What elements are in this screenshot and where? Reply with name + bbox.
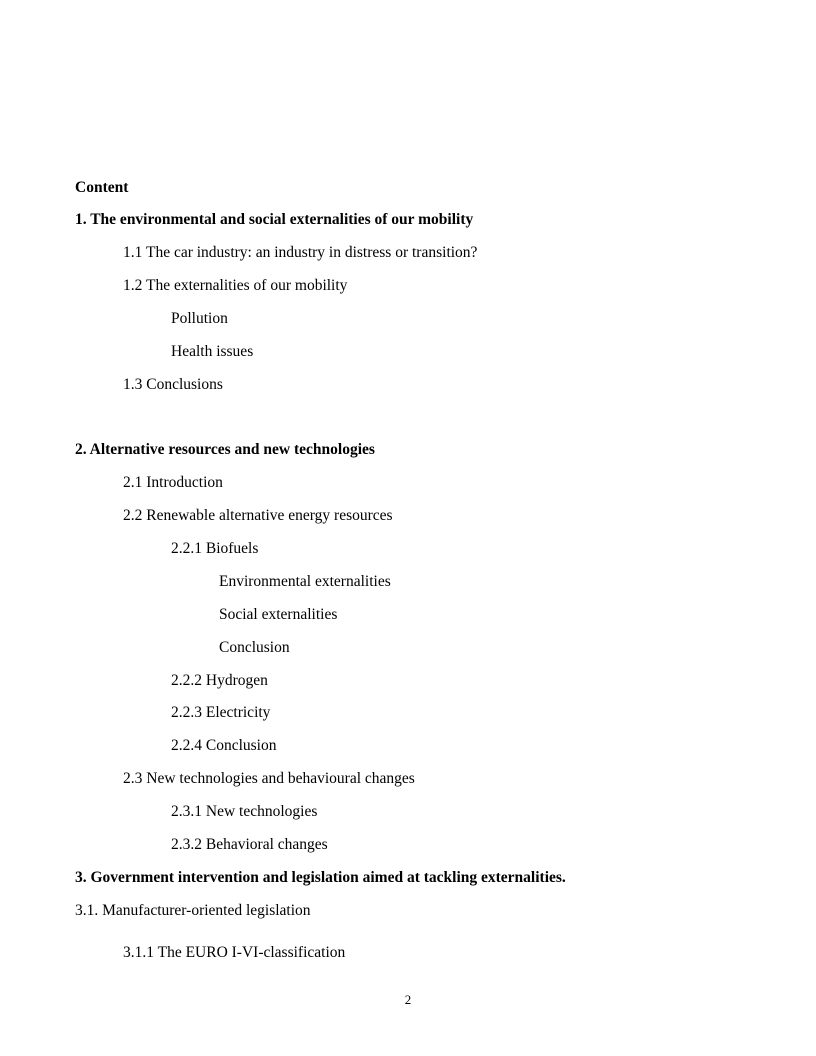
toc-chapter: 1. The environmental and social externalities of our mobility	[75, 211, 474, 228]
toc-heading: Content	[75, 179, 129, 196]
toc-subsection: 2.2.4 Conclusion	[171, 737, 277, 754]
toc-chapter: 2. Alternative resources and new technologies	[75, 441, 375, 458]
toc-section: 3.1. Manufacturer-oriented legislation	[75, 902, 311, 919]
toc-section: 1.3 Conclusions	[123, 376, 223, 393]
toc-subsubsection: Environmental externalities	[219, 573, 391, 590]
toc-subsubsection: Social externalities	[219, 606, 338, 623]
toc-subsection: 2.3.1 New technologies	[171, 803, 318, 820]
toc-subsection: 2.2.2 Hydrogen	[171, 672, 268, 689]
toc-section: 1.1 The car industry: an industry in distress or transition?	[123, 244, 478, 261]
toc-subsubsection: Conclusion	[219, 639, 290, 656]
toc-subsection: 2.3.2 Behavioral changes	[171, 836, 328, 853]
toc-subsection: 3.1.1 The EURO I-VI-classification	[123, 944, 346, 961]
toc-section: 2.1 Introduction	[123, 474, 223, 491]
toc-section: 2.3 New technologies and behavioural changes	[123, 770, 415, 787]
toc-section: 1.2 The externalities of our mobility	[123, 277, 348, 294]
toc-subsection: Pollution	[171, 310, 228, 327]
toc-section: 2.2 Renewable alternative energy resources	[123, 507, 393, 524]
toc-subsection: 2.2.3 Electricity	[171, 704, 271, 721]
toc-subsection: 2.2.1 Biofuels	[171, 540, 259, 557]
page-number: 2	[404, 992, 412, 1007]
toc-subsection: Health issues	[171, 343, 254, 360]
toc-chapter: 3. Government intervention and legislation aimed at tackling externalities.	[75, 869, 566, 886]
